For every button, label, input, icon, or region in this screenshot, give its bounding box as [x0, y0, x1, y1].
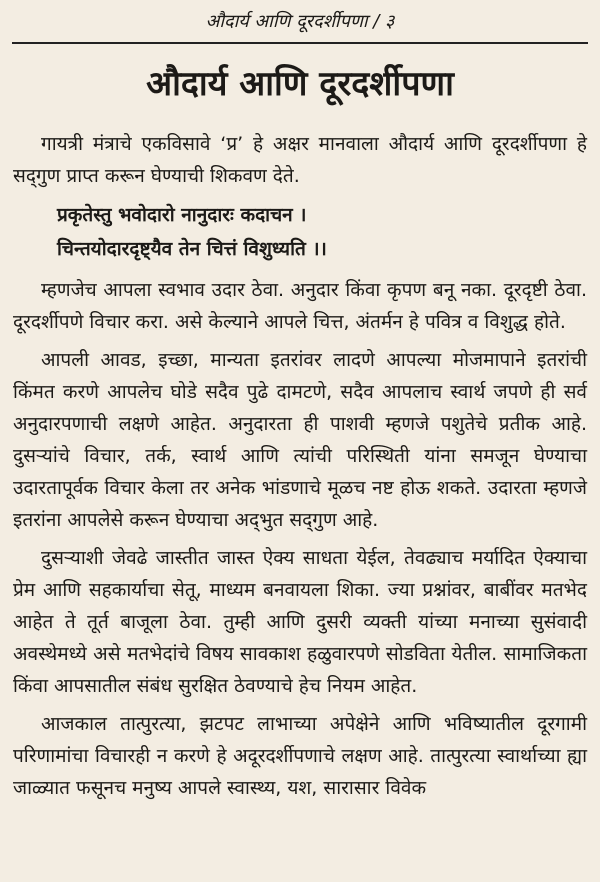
header-rule — [12, 42, 588, 44]
paragraph-1: म्हणजेच आपला स्वभाव उदार ठेवा. अनुदार किंवा कृपण बनू नका. दूरदृष्टी ठेवा. दूरदर्शीपणे विचार करा. असे केल्याने आपले चित्त, अंतर्मन हे पवित्र व विशुद्ध होते. — [13, 279, 587, 333]
chapter-title: औदार्य आणि दूरदर्शीपणा — [146, 64, 454, 104]
running-header — [12, 8, 588, 52]
intro-paragraph: गायत्री मंत्राचे एकविसावे ‘प्र’ हे अक्षर मानवाला औदार्य आणि दूरदर्शीपणा हे सद्‌गुण प्राप्त करून घेण्याची शिकवण देते. — [13, 133, 587, 187]
paragraph-4: आजकाल तात्पुरत्या, झटपट लाभाच्या अपेक्षेने आणि भविष्यातील दूरगामी परिणामांचा विचारही न करणे हे अदूरदर्शीपणाचे लक्षण आहे. तात्पुरत्या स्वार्थाच्या ह्या जाळ्यात फसूनच मनुष्य आपले स्वास्थ्य, यश, सारासार विवेक — [13, 713, 587, 799]
paragraph-3: दुसऱ्याशी जेवढे जास्तीत जास्त ऐक्य साधता येईल, तेवढ्याच मर्यादित ऐक्याचा प्रेम आणि सहकार्याचा सेतू, माध्यम बनवायला शिका. ज्या प्रश्नांवर, बाबींवर मतभेद आहेत ते तूर्त बाजूला ठेवा. तुम्ही आणि दुसरी व्यक्ती यांच्या मनाच्या सुसंवादी अवस्थेमध्ये असे मतभेदांचे विषय सावकाश हळुवारपणे सोडविता येतील. सामाजिकता किंवा आपसातील संबंध सुरक्षित ठेवण्याचे हेच नियम आहेत. — [13, 547, 587, 697]
paragraph-2: आपली आवड, इच्छा, मान्यता इतरांवर लादणे आपल्या मोजमापाने इतरांची किंमत करणे आपलेच घोडे सदैव पुढे दामटणे, सदैव आपलाच स्वार्थ जपणे ही सर्व अनुदारपणाची लक्षणे आहेत. अनुदारता ही पाशवी म्हणजे पशुतेचे प्रतीक आहे. दुसऱ्यांचे विचार, तर्क, स्वार्थ आणि त्यांची परिस्थिती यांना समजून घेण्याचा उदारतापूर्वक विचार केला तर अनेक भांडणाचे मूळच नष्ट होऊ शकते. उदारता म्हणजे इतरांना आपलेसे करून घेण्याचा अद्‌भुत सद्‌गुण आहे. — [13, 349, 587, 531]
chapter-body — [13, 128, 587, 810]
sanskrit-verse-block — [13, 198, 587, 266]
verse-line-2: चिन्तयोदारदृष्ट्यैव तेन चित्तं विशुध्यति ।। — [57, 238, 327, 260]
verse-line-1: प्रकृतेस्तु भवोदारो नानुदारः कदाचन । — [57, 204, 307, 226]
running-title: औदार्य आणि दूरदर्शीपणा / ३ — [205, 11, 395, 32]
